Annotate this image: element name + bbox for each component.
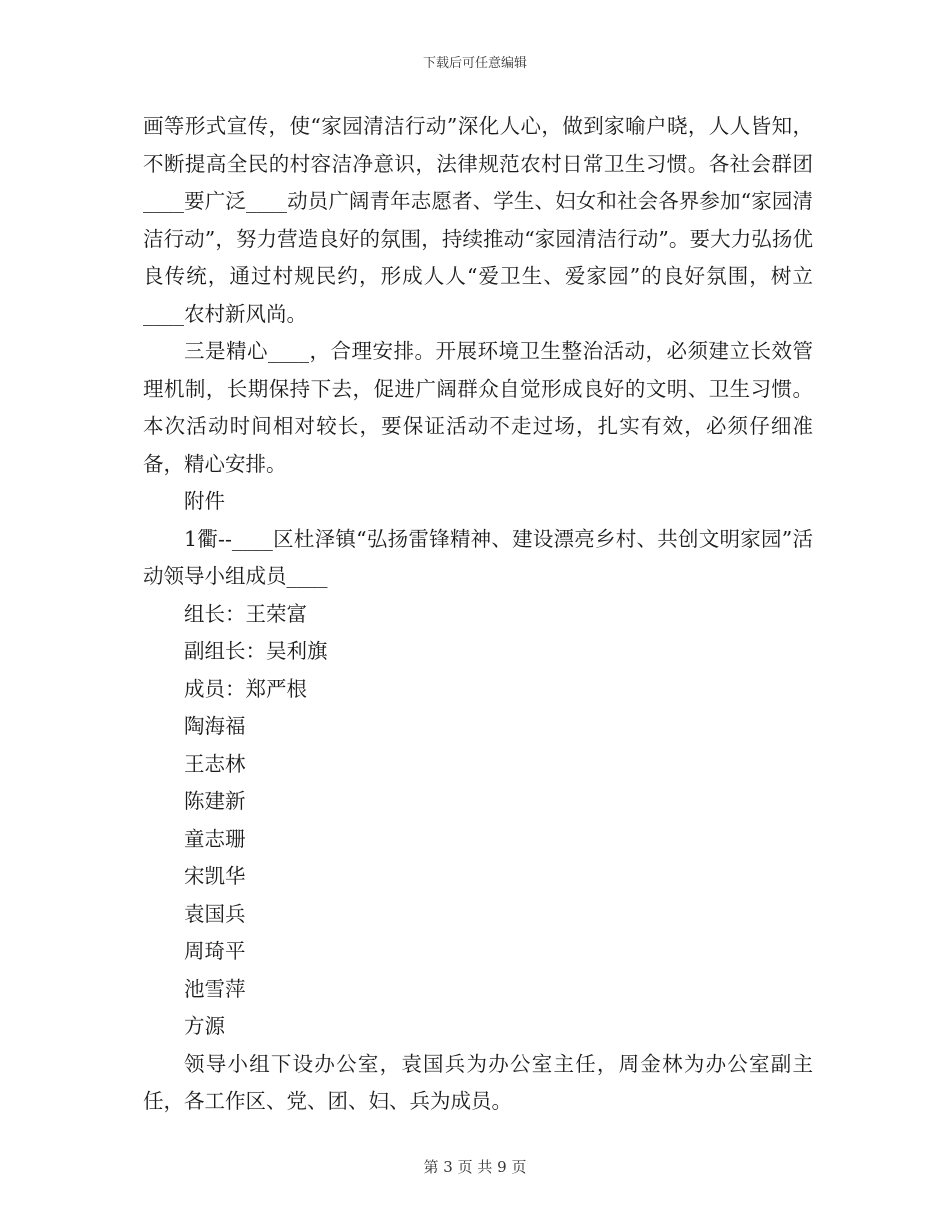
member-list-item: 池雪萍 bbox=[184, 976, 246, 1001]
attachment-title: 1衢--____区杜泽镇“弘扬雷锋精神、建设漂亮乡村、共创文明家园”活动领导小组成员____ bbox=[143, 526, 813, 588]
member-list-item: 方源 bbox=[184, 1014, 225, 1038]
member-list-item: 王志林 bbox=[184, 751, 246, 776]
group-leader: 组长：王荣富 bbox=[184, 601, 307, 626]
attachment-heading: 附件 bbox=[184, 489, 225, 513]
paragraph-planning: 三是精心____，合理安排。开展环境卫生整治活动，必须建立长效管理机制，长期保持下去，促进广阔群众自觉形成良好的文明、卫生习惯。本次活动时间相对较长，要保证活动不走过场，扎实有效，必须仔细准备，精心安排。 bbox=[143, 339, 813, 476]
member-list-item: 陈建新 bbox=[184, 789, 246, 813]
document-body bbox=[143, 108, 813, 1121]
member-list-item: 陶海福 bbox=[184, 714, 246, 738]
page-number: 第 3 页 共 9 页 bbox=[423, 1158, 527, 1176]
page-header: 下载后可任意编辑 bbox=[422, 56, 527, 71]
member-list-item: 成员：郑严根 bbox=[184, 676, 307, 701]
deputy-group-leader: 副组长：吴利旗 bbox=[184, 639, 328, 663]
member-list-item: 童志珊 bbox=[184, 826, 246, 851]
member-list-item: 周琦平 bbox=[184, 939, 246, 963]
paragraph-office: 领导小组下设办公室，袁国兵为办公室主任，周金林为办公室副主任，各工作区、党、团、妇、兵为成员。 bbox=[143, 1051, 813, 1113]
member-list-item: 宋凯华 bbox=[184, 864, 246, 888]
paragraph-publicity: 画等形式宣传，使“家园清洁行动”深化人心，做到家喻户晓，人人皆知，不断提高全民的村容洁净意识，法律规范农村日常卫生习惯。各社会群团____要广泛____动员广阔青年志愿者、学生、妇女和社会各界参加“家园清洁行动”，努力营造良好的氛围，持续推动“家园清洁行动”。要大力弘扬优良传统，通过村规民约，形成人人“爱卫生、爱家园”的良好氛围，树立____农村新风尚。 bbox=[143, 114, 813, 326]
member-list-item: 袁国兵 bbox=[184, 901, 246, 926]
